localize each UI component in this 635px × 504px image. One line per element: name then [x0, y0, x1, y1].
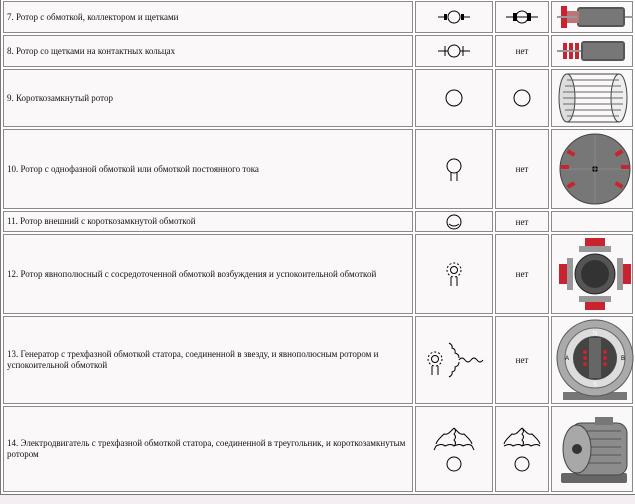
three-phase-delta-motor-symbol-icon: [432, 424, 476, 474]
row-illustration: [551, 129, 633, 209]
table-row: [3, 35, 633, 67]
gost-symbol: [415, 69, 493, 127]
row-illustration: [551, 1, 633, 33]
commutator-rotor-illustration-icon: [555, 2, 633, 32]
table-row: [3, 129, 633, 209]
row-description: 8. Ротор со щетками на контактных кольцах: [3, 35, 413, 67]
phase-label-a: A: [565, 356, 570, 362]
gost-symbol: [415, 129, 493, 209]
single-phase-rotor-symbol-icon: [442, 154, 466, 184]
pole-label-s: S: [593, 382, 598, 388]
row-description: 14. Электродвигатель с трехфазной обмоткой статора, соединенной в треугольник, и короткозамкнутым ротором: [3, 406, 413, 492]
table-row: [3, 234, 633, 314]
salient-pole-rotor-illustration-icon: [555, 236, 635, 312]
generator-cross-section-illustration-icon: [555, 318, 635, 402]
row-description: 11. Ротор внешний с короткозамкнутой обмоткой: [3, 211, 413, 232]
table-row: [3, 406, 633, 492]
row-illustration: [551, 211, 633, 232]
row-illustration: [551, 35, 633, 67]
rotor-commutator-symbol-icon: [434, 7, 474, 27]
row-illustration: [551, 406, 633, 492]
rotor-commutator-alt-icon: [502, 7, 542, 27]
squirrel-cage-illustration-icon: [555, 70, 633, 126]
gost-symbol: [415, 406, 493, 492]
alt-symbol: [495, 69, 549, 127]
three-phase-star-generator-symbol-icon: [419, 335, 493, 385]
alt-symbol: нет: [495, 316, 549, 404]
pole-label-n: N: [593, 331, 598, 337]
table-row: [3, 69, 633, 127]
alt-symbol: нет: [495, 35, 549, 67]
squirrel-cage-symbol-icon: [442, 86, 466, 110]
gost-symbol: [415, 1, 493, 33]
gost-symbol: [415, 234, 493, 314]
row-description: 10. Ротор с однофазной обмоткой или обмоткой постоянного тока: [3, 129, 413, 209]
induction-motor-illustration-icon: [555, 409, 635, 489]
three-phase-delta-motor-alt-icon: [500, 424, 544, 474]
row-illustration: [551, 69, 633, 127]
alt-symbol: нет: [495, 129, 549, 209]
external-rotor-symbol-icon: [444, 213, 464, 231]
gost-symbol: [415, 35, 493, 67]
phase-label-b: B: [621, 356, 626, 362]
single-phase-rotor-illustration-icon: [555, 131, 635, 207]
alt-symbol: [495, 1, 549, 33]
row-description: 7. Ротор с обмоткой, коллектором и щетками: [3, 1, 413, 33]
gost-symbol: [415, 316, 493, 404]
alt-symbol: нет: [495, 211, 549, 232]
squirrel-cage-alt-icon: [510, 86, 534, 110]
alt-symbol: нет: [495, 234, 549, 314]
table-row: [3, 316, 633, 404]
gost-symbol: [415, 211, 493, 232]
table-row: [3, 211, 633, 232]
slip-ring-rotor-illustration-icon: [555, 36, 633, 66]
salient-pole-rotor-symbol-icon: [442, 259, 466, 289]
row-illustration: [551, 234, 633, 314]
table-row: [3, 1, 633, 33]
row-description: 12. Ротор явнополюсный с сосредоточенной обмоткой возбуждения и успокоительной обмоткой: [3, 234, 413, 314]
row-illustration: [551, 316, 633, 404]
row-description: 9. Короткозамкнутый ротор: [3, 69, 413, 127]
alt-symbol: [495, 406, 549, 492]
rotor-slip-rings-symbol-icon: [434, 40, 474, 62]
row-description: 13. Генератор с трехфазной обмоткой статора, соединенной в звезду, и явнополюсным ротором и успокоительной обмоткой: [3, 316, 413, 404]
